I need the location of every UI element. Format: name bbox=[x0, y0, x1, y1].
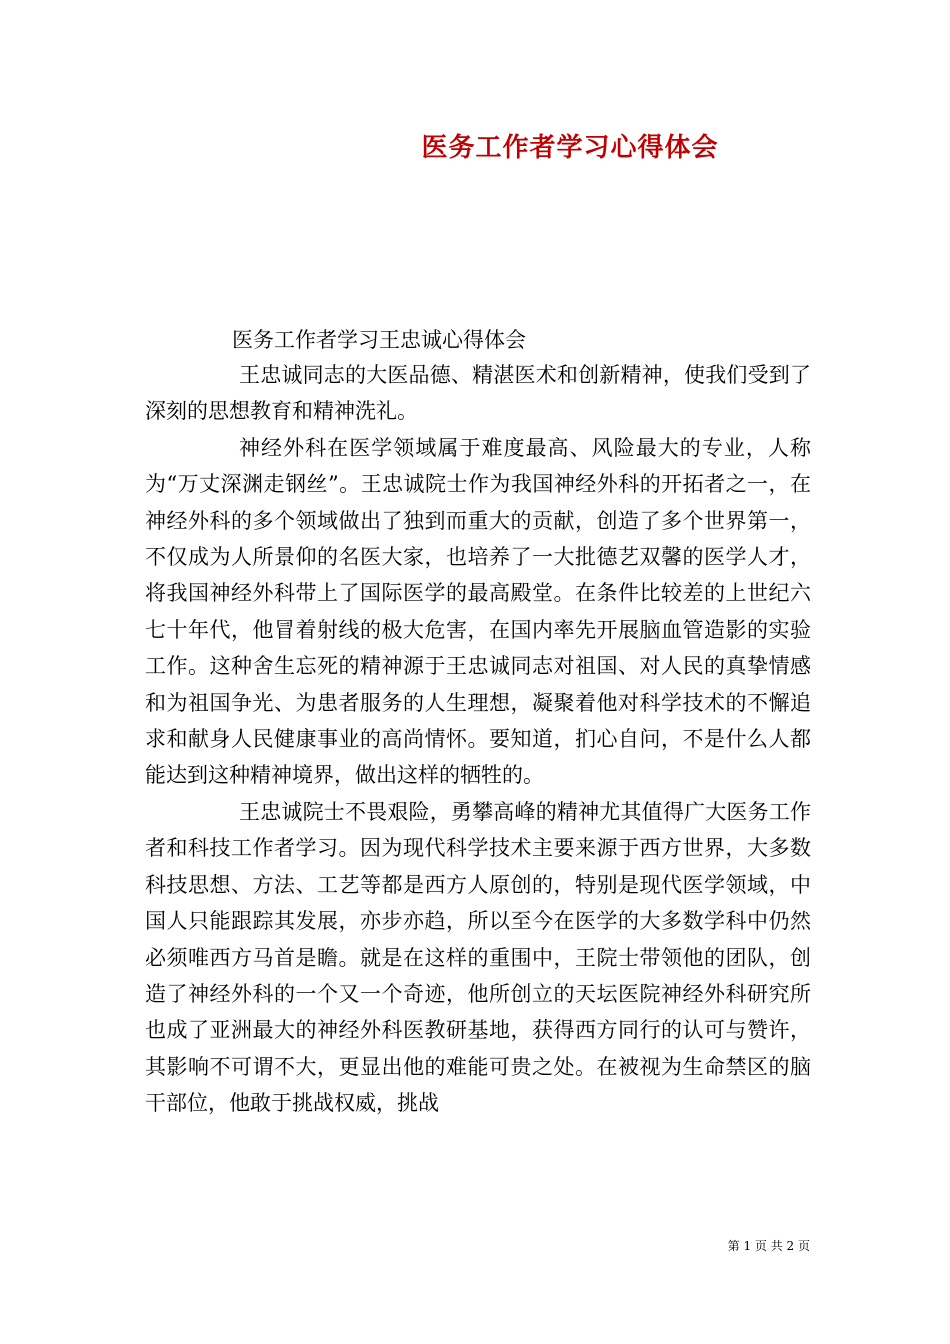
document-body bbox=[145, 357, 811, 1122]
paragraph: 王忠诚同志的大医品德、精湛医术和创新精神，使我们受到了深刻的思想教育和精神洗礼。 bbox=[145, 363, 811, 424]
paragraph: 王忠诚院士不畏艰险，勇攀高峰的精神尤其值得广大医务工作者和科技工作者学习。因为现代科学技术主要来源于西方世界，大多数科技思想、方法、工艺等都是西方人原创的，特别是现代医学领域，中国人只能跟踪其发展，亦步亦趋，所以至今在医学的大多数学科中仍然必须唯西方马首是瞻。就是在这样的重围中，王院士带领他的团队，创造了神经外科的一个又一个奇迹，他所创立的天坛医院神经外科研究所也成了亚洲最大的神经外科医教研基地，获得西方同行的认可与赞许，其影响不可谓不大，更显出他的难能可贵之处。在被视为生命禁区的脑干部位，他敢于挑战权威，挑战 bbox=[145, 799, 811, 1116]
page-title: 医务工作者学习心得体会 bbox=[421, 133, 719, 163]
document-subtitle: 医务工作者学习王忠诚心得体会 bbox=[232, 328, 526, 352]
page-number-footer: 第 1 页 共 2 页 bbox=[727, 1239, 810, 1253]
paragraph: 神经外科在医学领域属于难度最高、风险最大的专业，人称为“万丈深渊走钢丝”。王忠诚院士作为我国神经外科的开拓者之一，在神经外科的多个领域做出了独到而重大的贡献，创造了多个世界第一，不仅成为人所景仰的名医大家，也培养了一大批德艺双馨的医学人才，将我国神经外科带上了国际医学的最高殿堂。在条件比较差的上世纪六七十年代，他冒着射线的极大危害，在国内率先开展脑血管造影的实验工作。这种舍生忘死的精神源于王忠诚同志对祖国、对人民的真挚情感和为祖国争光、为患者服务的人生理想，凝聚着他对科学技术的不懈追求和献身人民健康事业的高尚情怀。要知道，扪心自问，不是什么人都能达到这种精神境界，做出这样的牺牲的。 bbox=[145, 435, 811, 788]
